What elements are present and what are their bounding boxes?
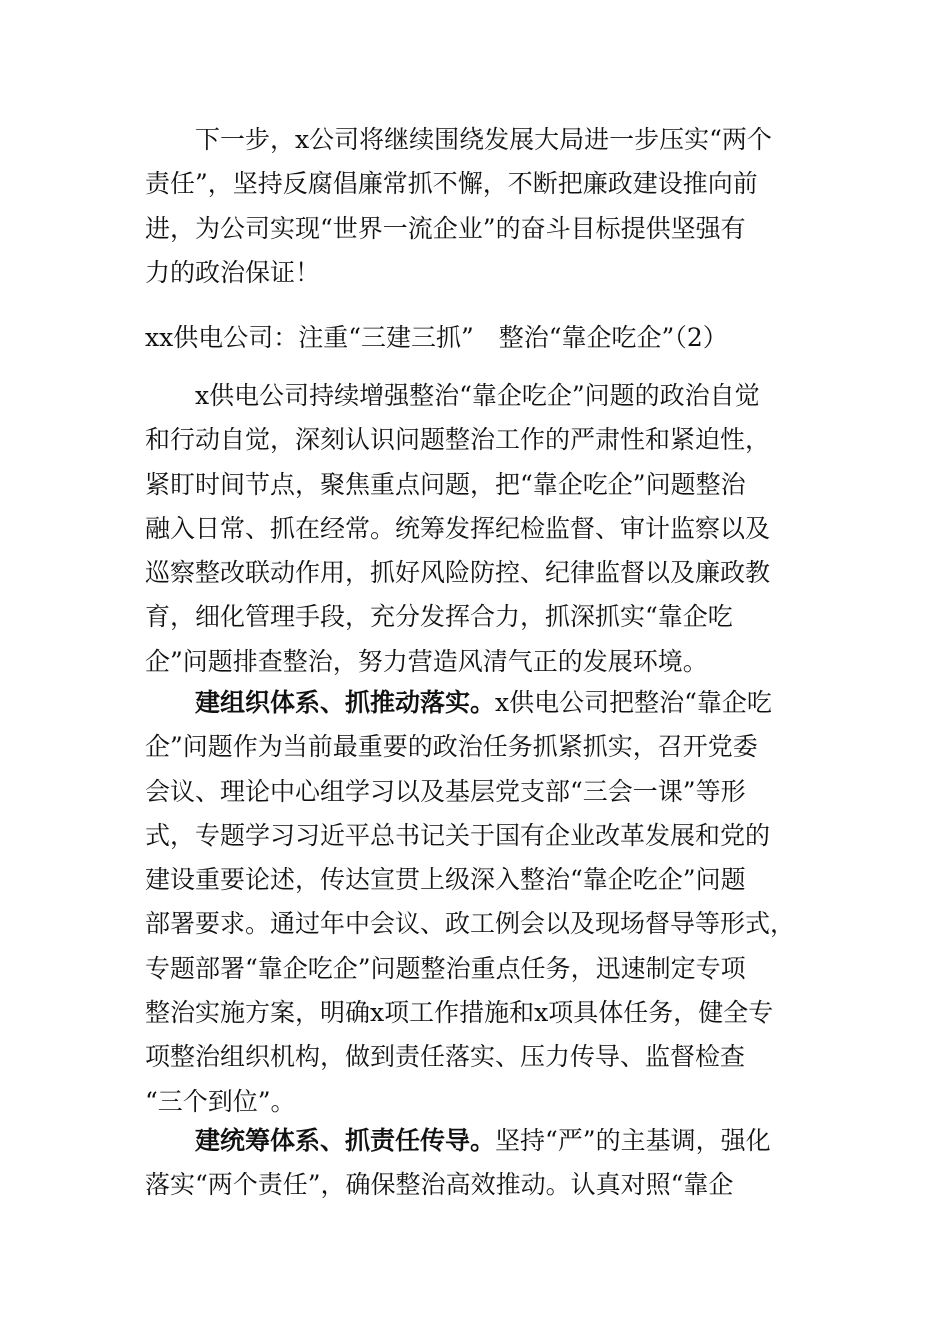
text-line: 责任”，坚持反腐倡廉常抓不懈，不断把廉政建设推向前	[145, 169, 758, 199]
text-line: 会议、理论中心组学习以及基层党支部“三会一课”等形	[145, 776, 746, 806]
section-heading	[145, 316, 825, 360]
text-line: 落实“两个责任”，确保整治高效推动。认真对照“靠企	[145, 1170, 734, 1200]
paragraph-lead-rest: x供电公司把整治“靠企吃	[495, 688, 772, 717]
text-line: x供电公司持续增强整治“靠企吃企”问题的政治自觉	[145, 381, 760, 410]
text-line-first	[145, 681, 825, 725]
text-line: 整治实施方案，明确x项工作措施和x项具体任务，健全专	[145, 998, 774, 1028]
text-line: 部署要求。通过年中会议、政工例会以及现场督导等形式，	[145, 909, 796, 939]
text-line: 企”问题作为当前最重要的政治任务抓紧抓实，召开党委	[145, 732, 758, 762]
paragraph-lead-rest: 坚持“严”的主基调，强化	[495, 1126, 771, 1155]
text-line: 下一步，x公司将继续围绕发展大局进一步压实“两个	[145, 125, 772, 154]
paragraph-lead-bold: 建组织体系、抓推动落实。	[145, 688, 496, 717]
text-line: 式，专题学习习近平总书记关于国有企业改革发展和党的	[145, 820, 771, 850]
text-line: 育，细化管理手段，充分发挥合力，抓深抓实“靠企吃	[145, 602, 733, 632]
text-line: 建设重要论述，传达宣贯上级深入整治“靠企吃企”问题	[145, 865, 746, 895]
text-line: 巡察整改联动作用，抓好风险防控、纪律监督以及廉政教	[145, 558, 771, 588]
paragraph-closing	[145, 118, 825, 295]
paragraph-coordination-system	[145, 1119, 825, 1208]
text-line: 进，为公司实现“世界一流企业”的奋斗目标提供坚强有	[145, 213, 746, 243]
text-line-first	[145, 1119, 825, 1163]
text-line: “三个到位”。	[145, 1086, 296, 1116]
text-line: 融入日常、抓在经常。统筹发挥纪检监督、审计监察以及	[145, 513, 771, 543]
paragraph-intro	[145, 374, 825, 684]
text-line: 企”问题排查整治，努力营造风清气正的发展环境。	[145, 646, 708, 676]
text-line: 紧盯时间节点，聚焦重点问题，把“靠企吃企”问题整治	[145, 469, 746, 499]
text-line: 项整治组织机构，做到责任落实、压力传导、监督检查	[145, 1042, 746, 1072]
text-line: 力的政治保证！	[145, 257, 321, 287]
section-heading-text: xx供电公司：注重“三建三抓” 整治“靠企吃企”（2）	[145, 323, 728, 352]
text-line: 和行动自觉，深刻认识问题整治工作的严肃性和紧迫性，	[145, 425, 771, 455]
paragraph-lead-bold: 建统筹体系、抓责任传导。	[145, 1126, 496, 1155]
paragraph-organization-system	[145, 681, 825, 1124]
text-line: 专题部署“靠企吃企”问题整治重点任务，迅速制定专项	[145, 953, 746, 983]
